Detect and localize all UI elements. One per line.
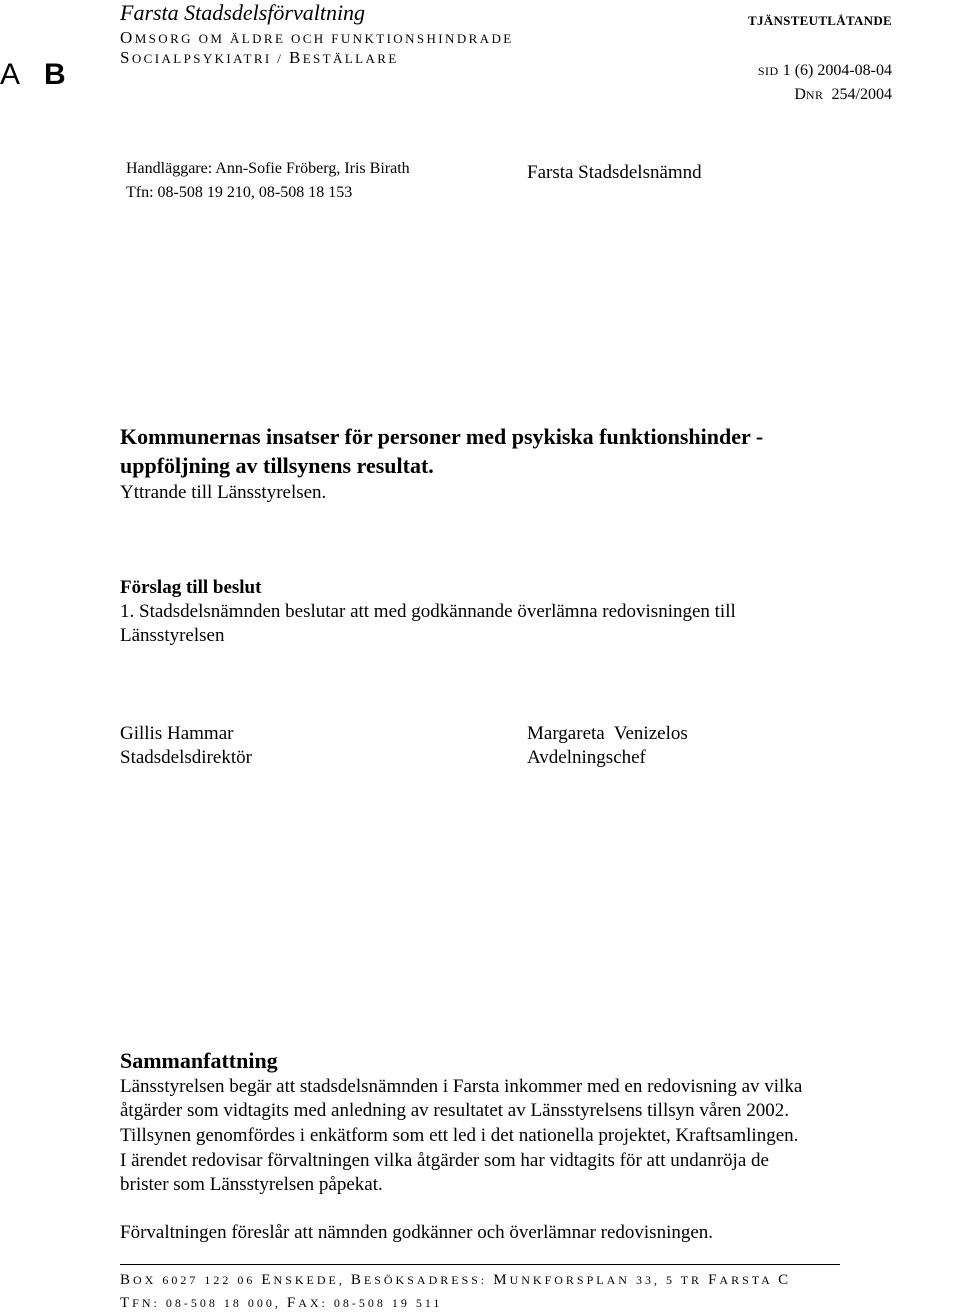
diary-number: DNR 254/2004 [794,86,892,103]
department-line-1: OMSORG OM ÄLDRE OCH FUNKTIONSHINDRADE [120,28,514,47]
logo [0,58,66,92]
department-line-2: SOCIALPSYKIATRI / BESTÄLLARE [120,48,399,67]
signatory-left-title: Stadsdelsdirektör [120,747,252,768]
summary-line: brister som Länsstyrelsen påpekat. [120,1174,383,1195]
signatory-right-title: Avdelningschef [527,747,646,768]
org-name: Farsta Stadsdelsförvaltning [120,0,366,25]
summary-conclusion: Förvaltningen föreslår att nämnden godkänner och överlämnar redovisningen. [120,1222,714,1243]
handler-phone: Tfn: 08-508 19 210, 08-508 18 153 [126,184,353,201]
logo-letter-a: A [0,58,21,91]
logo-letter-b: B [44,58,66,91]
signatory-left-name: Gillis Hammar [120,723,234,744]
summary-line: åtgärder som vidtagits med anledning av resultatet av Länsstyrelsens tillsyn våren 2002. [120,1100,790,1121]
summary-line: Tillsynen genomfördes i enkätform som ett led i det nationella projektet, Kraftsamlingen. [120,1125,799,1146]
proposal-line: Länsstyrelsen [120,625,225,646]
signatory-right-name: Margareta Venizelos [527,723,688,744]
recipient: Farsta Stadsdelsnämnd [527,162,702,183]
proposal-heading: Förslag till beslut [120,577,262,598]
footer-phone-fax: TFN: 08-508 18 000, FAX: 08-508 19 511 [120,1295,443,1311]
case-handler: Handläggare: Ann-Sofie Fröberg, Iris Birath [126,160,410,177]
footer-address: BOX 6027 122 06 ENSKEDE, BESÖKSADRESS: MUNKFORSPLAN 33, 5 TR FARSTA C [120,1272,792,1288]
document-title-line-1: Kommunernas insatser för personer med psykiska funktionshinder - [120,424,764,449]
proposal-line: 1. Stadsdelsnämnden beslutar att med godkännande överlämna redovisningen till [120,601,736,622]
document-type: TJÄNSTEUTLÅTANDE [748,13,892,28]
summary-line: Länsstyrelsen begär att stadsdelsnämnden i Farsta inkommer med en redovisning av vilka [120,1076,803,1097]
document-subtitle: Yttrande till Länsstyrelsen. [120,482,327,503]
summary-line: I ärendet redovisar förvaltningen vilka åtgärder som har vidtagits för att undanröja de [120,1150,769,1171]
document-title-line-2: uppföljning av tillsynens resultat. [120,453,434,478]
summary-heading: Sammanfattning [120,1048,278,1073]
footer-divider [120,1264,840,1265]
page-and-date: SID 1 (6) 2004-08-04 [757,62,892,79]
